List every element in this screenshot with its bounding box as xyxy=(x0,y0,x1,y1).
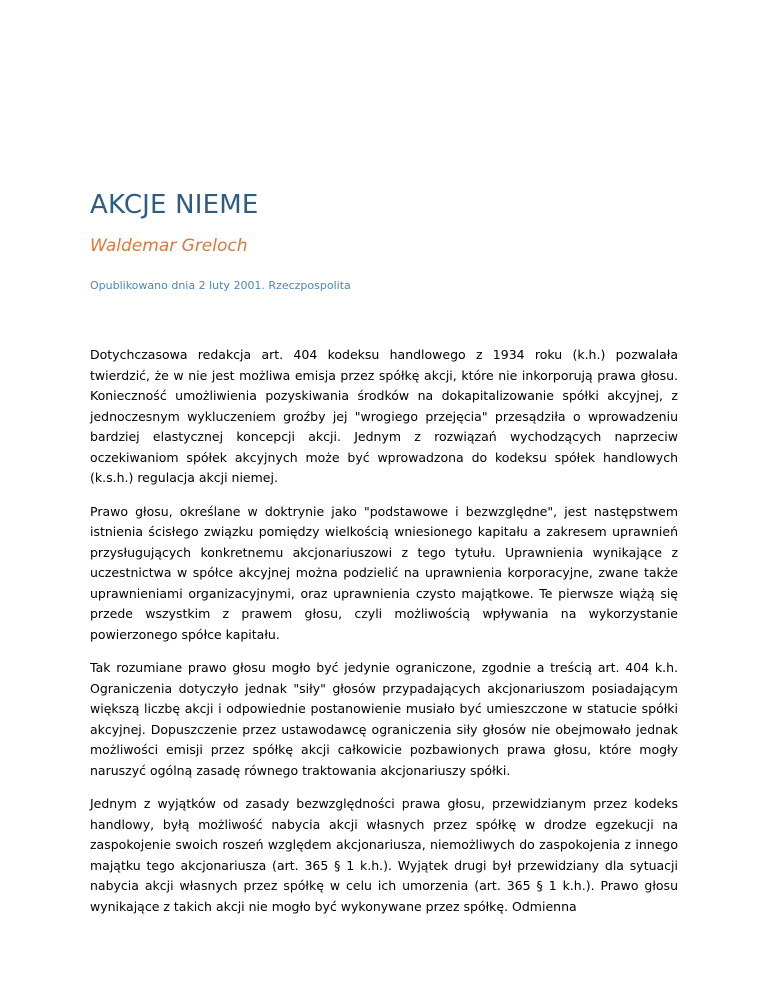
article-body xyxy=(90,345,678,930)
document-title: AKCJE NIEME xyxy=(90,190,259,220)
publication-info: Opublikowano dnia 2 luty 2001. Rzeczpospolita xyxy=(90,279,351,292)
paragraph: Jednym z wyjątków od zasady bezwzględności prawa głosu, przewidzianym przez kodeks handlowy, byłą możliwość nabycia akcji własnych przez spółkę w drodze egzekucji na zaspokojenie swoich roszeń względem akcjonariusza, niemożliwych do zaspokojenia z innego majątku tego akcjonariusza (art. 365 § 1 k.h.). Wyjątek drugi był przewidziany dla sytuacji nabycia akcji własnych przez spółkę w celu ich umorzenia (art. 365 § 1 k.h.). Prawo głosu wynikające z takich akcji nie mogło być wykonywane przez spółkę. Odmienna xyxy=(90,796,678,914)
author-name: Waldemar Greloch xyxy=(90,236,248,256)
paragraph: Prawo głosu, określane w doktrynie jako "podstawowe i bezwzględne", jest następstwem istnienia ścisłego związku pomiędzy wielkością wniesionego kapitału a zakresem uprawnień przysługujących konkretnemu akcjonariuszowi z tego tytułu. Uprawnienia wynikające z uczestnictwa w spółce akcyjnej można podzielić na uprawnienia korporacyjne, zwane także uprawnieniami organizacyjnymi, oraz uprawnienia czysto majątkowe. Te pierwsze wiążą się przede wszystkim z prawem głosu, czyli możliwością wpływania na wykorzystanie powierzonego spółce kapitału. xyxy=(90,503,678,642)
paragraph: Dotychczasowa redakcja art. 404 kodeksu handlowego z 1934 roku (k.h.) pozwalała twierdzić, że w nie jest możliwa emisja przez spółkę akcji, które nie inkorporują prawa głosu. Konieczność umożliwienia pozyskiwania środków na dokapitalizowanie spółki akcyjnej, z jednoczesnym wykluczeniem groźby jej "wrogiego przejęcia" przesądziła o wprowadzeniu bardziej elastycznej koncepcji akcji. Jednym z rozwiązań wychodzących naprzeciw oczekiwaniom spółek akcyjnych może być wprowadzona do kodeksu spółek handlowych (k.s.h.) regulacja akcji niemej. xyxy=(90,347,678,485)
paragraph: Tak rozumiane prawo głosu mogło być jedynie ograniczone, zgodnie a treścią art. 404 k.h. Ograniczenia dotyczyło jednak "siły" głosów przypadających akcjonariuszom posiadającym większą liczbę akcji i odpowiednie postanowienie musiało być umieszczone w statucie spółki akcyjnej. Dopuszczenie przez ustawodawcę ograniczenia siły głosów nie obejmowało jednak możliwości emisji przez spółkę akcji całkowicie pozbawionych prawa głosu, które mogły naruszyć ogólną zasadę równego traktowania akcjonariuszy spółki. xyxy=(90,660,678,778)
